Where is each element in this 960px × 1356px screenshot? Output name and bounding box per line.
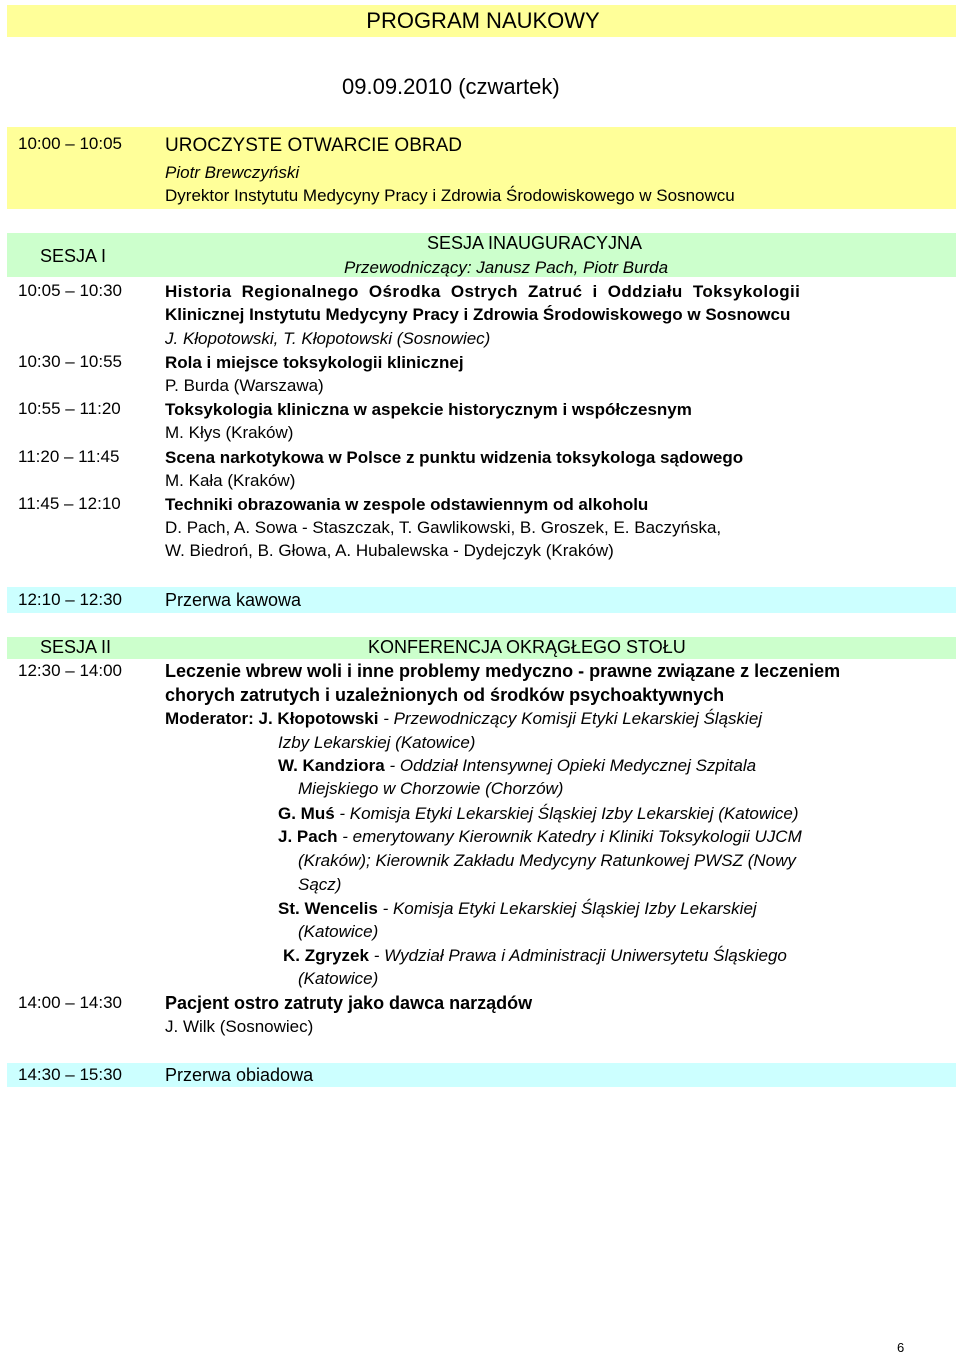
panelist-line bbox=[278, 899, 757, 919]
moderator-line bbox=[165, 709, 762, 729]
talk1-authors: J. Kłopotowski, T. Kłopotowski (Sosnowiec) bbox=[165, 329, 491, 348]
talk3-title: Toksykologia kliniczna w aspekcie historycznym i współczesnym bbox=[165, 400, 692, 419]
session2-time: 12:30 – 14:00 bbox=[18, 661, 122, 680]
break2-label: Przerwa obiadowa bbox=[165, 1065, 314, 1085]
panelist-line bbox=[283, 946, 787, 966]
talk2-title: Rola i miejsce toksykologii klinicznej bbox=[165, 353, 464, 372]
session2-title: KONFERENCJA OKRĄGŁEGO STOŁU bbox=[368, 637, 686, 657]
opening-time: 10:00 – 10:05 bbox=[18, 134, 122, 153]
opening-role: Dyrektor Instytutu Medycyny Pracy i Zdrowia Środowiskowego w Sosnowcu bbox=[165, 186, 735, 205]
talk2-authors: P. Burda (Warszawa) bbox=[165, 376, 324, 395]
talk1-title-line2: Klinicznej Instytutu Medycyny Pracy i Zdrowia Środowiskowego w Sosnowcu bbox=[165, 305, 791, 324]
page-title: PROGRAM NAUKOWY bbox=[366, 8, 600, 33]
session1-chairs: Przewodniczący: Janusz Pach, Piotr Burda bbox=[344, 258, 669, 277]
talk5-title: Techniki obrazowania w zespole odstawiennym od alkoholu bbox=[165, 495, 649, 514]
opening-title: UROCZYSTE OTWARCIE OBRAD bbox=[165, 135, 462, 156]
page-number: 6 bbox=[897, 1340, 905, 1355]
talk2-time: 10:30 – 10:55 bbox=[18, 352, 122, 371]
panelist-line bbox=[278, 804, 799, 824]
talk6-authors: J. Wilk (Sosnowiec) bbox=[165, 1017, 314, 1036]
talk4-time: 11:20 – 11:45 bbox=[18, 447, 120, 466]
moderator-label: Moderator: bbox=[165, 709, 254, 728]
panelist-desc-line3: Sącz) bbox=[298, 875, 342, 894]
talk4-authors: M. Kała (Kraków) bbox=[165, 471, 296, 490]
panelist-desc: - Komisja Etyki Lekarskiej Śląskiej Izby Lekarskiej bbox=[377, 899, 757, 918]
break1-band bbox=[7, 587, 956, 613]
break2-band bbox=[7, 1063, 956, 1087]
moderator-desc-line2: Izby Lekarskiej (Katowice) bbox=[278, 733, 476, 752]
talk6-title: Pacjent ostro zatruty jako dawca narządów bbox=[165, 993, 533, 1013]
talk3-authors: M. Kłys (Kraków) bbox=[165, 423, 294, 442]
talk6-time: 14:00 – 14:30 bbox=[18, 993, 122, 1012]
panelist-desc: - Wydział Prawa i Administracji Uniwersytetu Śląskiego bbox=[368, 946, 787, 965]
talk5-time: 11:45 – 12:10 bbox=[18, 494, 121, 513]
opening-person: Piotr Brewczyński bbox=[165, 163, 300, 182]
panelist-name: G. Muś bbox=[278, 804, 335, 823]
panelist-name: K. Zgryzek bbox=[283, 946, 369, 965]
panelist-desc-line2: Miejskiego w Chorzowie (Chorzów) bbox=[298, 779, 564, 798]
panelist-desc: - Oddział Intensywnej Opieki Medycznej Szpitala bbox=[384, 756, 757, 775]
session1-title: SESJA INAUGURACYJNA bbox=[427, 233, 643, 253]
session-date: 09.09.2010 (czwartek) bbox=[342, 74, 560, 99]
panelist-name: St. Wencelis bbox=[278, 899, 378, 918]
panelist-desc-line2: (Katowice) bbox=[298, 922, 379, 941]
talk3-time: 10:55 – 11:20 bbox=[18, 399, 121, 418]
session1-label: SESJA I bbox=[40, 246, 107, 266]
panelist-desc: - emerytowany Kierownik Katedry i Kliniki Toksykologii UJCM bbox=[337, 827, 802, 846]
talk1-title-line1: Historia Regionalnego Ośrodka Ostrych Zatruć i Oddziału Toksykologii bbox=[165, 282, 801, 301]
talk4-title: Scena narkotykowa w Polsce z punktu widzenia toksykologa sądowego bbox=[165, 448, 744, 467]
talk5-authors-line1: D. Pach, A. Sowa - Staszczak, T. Gawlikowski, B. Groszek, E. Baczyńska, bbox=[165, 518, 722, 537]
session2-label: SESJA II bbox=[40, 637, 112, 657]
panelist-desc-line2: (Kraków); Kierownik Zakładu Medycyny Ratunkowej PWSZ (Nowy bbox=[298, 851, 796, 870]
session2-topic-line1: Leczenie wbrew woli i inne problemy medyczno - prawne związane z leczeniem bbox=[165, 661, 841, 681]
break2-time: 14:30 – 15:30 bbox=[18, 1065, 122, 1084]
moderator-name: J. Kłopotowski bbox=[258, 709, 379, 728]
moderator-desc: - Przewodniczący Komisji Etyki Lekarskiej Śląskiej bbox=[378, 709, 763, 728]
panelist-line bbox=[278, 756, 756, 776]
panelist-line bbox=[278, 827, 802, 847]
panelist-name: W. Kandziora bbox=[278, 756, 385, 775]
panelist-desc: - Komisja Etyki Lekarskiej Śląskiej Izby Lekarskiej (Katowice) bbox=[334, 804, 799, 823]
panelist-desc-line2: (Katowice) bbox=[298, 969, 379, 988]
session2-topic-line2: chorych zatrutych i uzależnionych od środków psychoaktywnych bbox=[165, 685, 725, 705]
talk1-time: 10:05 – 10:30 bbox=[18, 281, 122, 300]
break1-time: 12:10 – 12:30 bbox=[18, 590, 122, 609]
talk5-authors-line2: W. Biedroń, B. Głowa, A. Hubalewska - Dydejczyk (Kraków) bbox=[165, 541, 614, 560]
panelist-name: J. Pach bbox=[278, 827, 338, 846]
break1-label: Przerwa kawowa bbox=[165, 590, 302, 610]
